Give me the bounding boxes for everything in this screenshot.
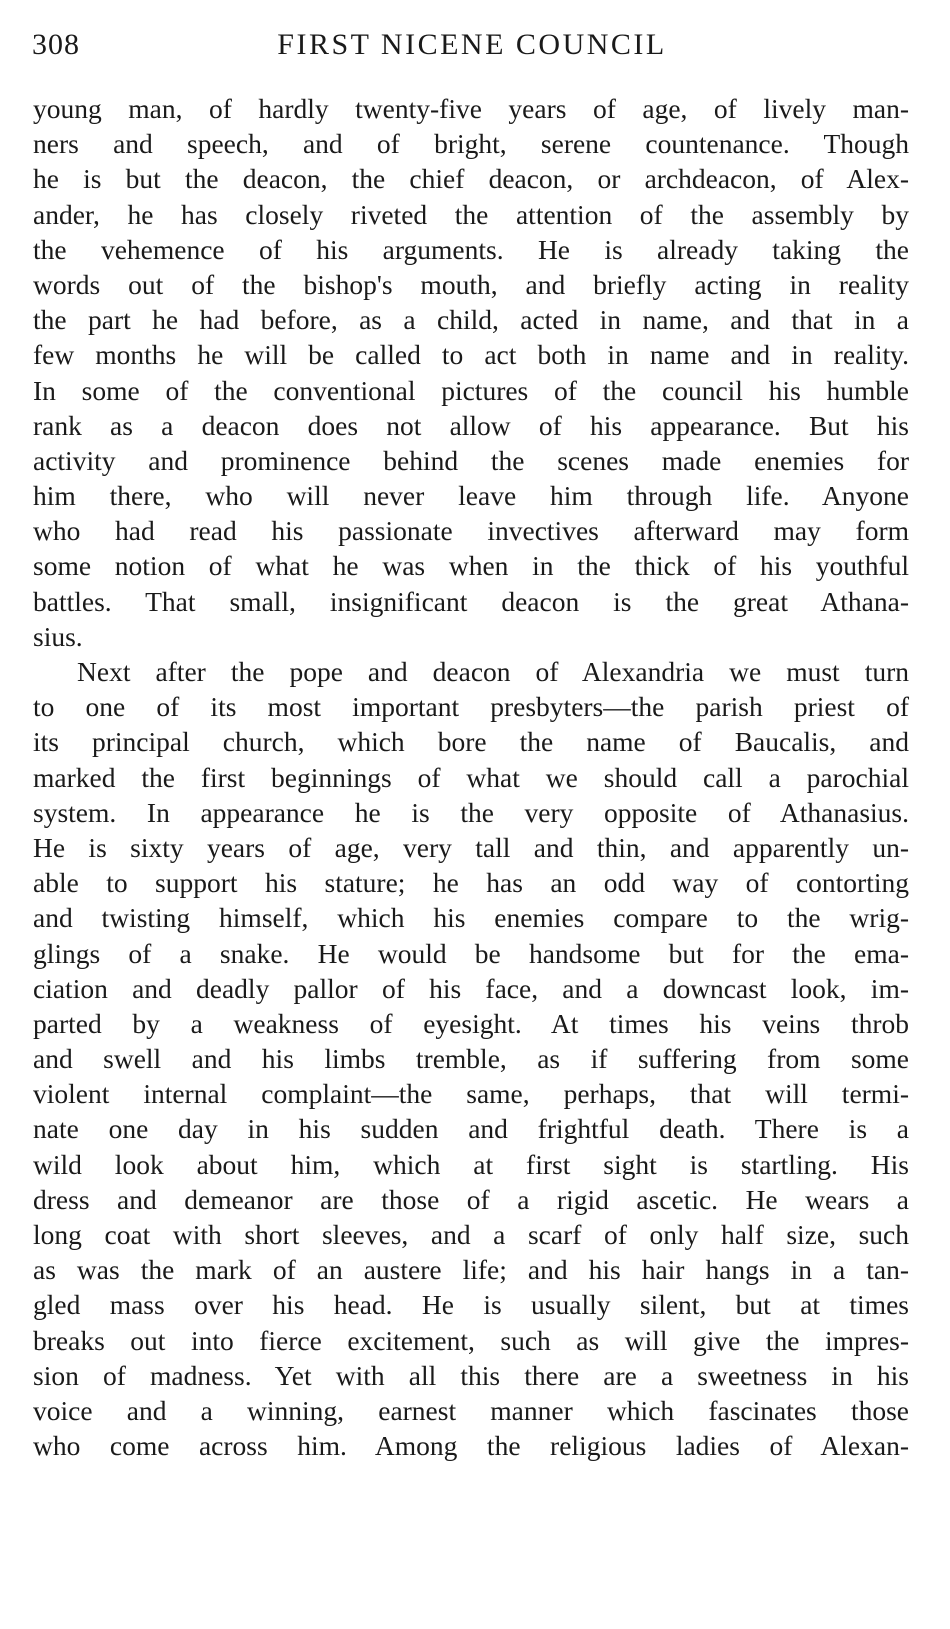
- text-line: and swell and his limbs tremble, as if suffering from some: [33, 1043, 909, 1075]
- text-line: who come across him. Among the religious ladies of Alexan-: [33, 1430, 909, 1462]
- text-line: few months he will be called to act both in name and in reality.: [33, 339, 909, 371]
- body-text: [33, 91, 909, 1463]
- text-line: ners and speech, and of bright, serene countenance. Though: [33, 128, 909, 160]
- text-line: wild look about him, which at first sight is startling. His: [33, 1148, 909, 1180]
- text-line: some notion of what he was when in the thick of his youthful: [33, 550, 909, 582]
- text-line: nate one day in his sudden and frightful death. There is a: [33, 1113, 909, 1145]
- running-title: FIRST NICENE COUNCIL: [277, 28, 667, 61]
- text-line: to one of its most important presbyters—the parish priest of: [33, 691, 909, 723]
- text-line: battles. That small, insignificant deacon is the great Athana-: [33, 585, 909, 617]
- text-line: the vehemence of his arguments. He is already taking the: [33, 233, 909, 265]
- text-line: ciation and deadly pallor of his face, and a downcast look, im-: [33, 972, 909, 1004]
- text-line: words out of the bishop's mouth, and briefly acting in reality: [33, 268, 909, 300]
- text-line: Next after the pope and deacon of Alexandria we must turn: [77, 656, 909, 687]
- paragraph-continued: [33, 91, 909, 654]
- text-line: long coat with short sleeves, and a scarf of only half size, such: [33, 1219, 909, 1250]
- text-line: In some of the conventional pictures of the council his humble: [33, 374, 909, 406]
- page-header: [32, 28, 912, 72]
- text-line: rank as a deacon does not allow of his appearance. But his: [33, 409, 909, 441]
- text-line: gled mass over his head. He is usually silent, but at times: [33, 1289, 909, 1321]
- text-line: who had read his passionate invectives afterward may form: [33, 515, 909, 547]
- text-line: sion of madness. Yet with all this there are a sweetness in his: [33, 1359, 909, 1391]
- text-line: parted by a weakness of eyesight. At times his veins throb: [33, 1007, 909, 1039]
- text-line: breaks out into fierce excitement, such as will give the impres-: [33, 1324, 909, 1356]
- text-line: ander, he has closely riveted the attention of the assembly by: [33, 198, 909, 230]
- text-line: its principal church, which bore the name of Baucalis, and: [33, 726, 909, 758]
- text-line: voice and a winning, earnest manner which fascinates those: [33, 1394, 909, 1426]
- text-line: system. In appearance he is the very opposite of Athanasius.: [33, 796, 909, 828]
- text-line: activity and prominence behind the scenes made enemies for: [33, 444, 909, 476]
- text-line: able to support his stature; he has an odd way of contorting: [33, 867, 909, 899]
- text-line: he is but the deacon, the chief deacon, or archdeacon, of Alex-: [33, 163, 909, 195]
- text-line: dress and demeanor are those of a rigid ascetic. He wears a: [33, 1183, 909, 1215]
- text-line: him there, who will never leave him through life. Anyone: [33, 480, 909, 512]
- page-number: 308: [32, 28, 80, 61]
- text-line: young man, of hardly twenty-five years of age, of lively man-: [33, 93, 909, 124]
- text-line: sius.: [33, 620, 83, 652]
- paragraph-next: [33, 654, 909, 1463]
- text-line: and twisting himself, which his enemies compare to the wrig-: [33, 902, 909, 934]
- text-line: marked the first beginnings of what we should call a parochial: [33, 761, 909, 793]
- text-line: violent internal complaint—the same, perhaps, that will termi-: [33, 1078, 909, 1110]
- text-line: He is sixty years of age, very tall and thin, and apparently un-: [33, 831, 909, 863]
- text-line: glings of a snake. He would be handsome but for the ema-: [33, 937, 909, 969]
- text-line: as was the mark of an austere life; and his hair hangs in a tan-: [33, 1254, 909, 1286]
- text-line: the part he had before, as a child, acted in name, and that in a: [33, 304, 909, 336]
